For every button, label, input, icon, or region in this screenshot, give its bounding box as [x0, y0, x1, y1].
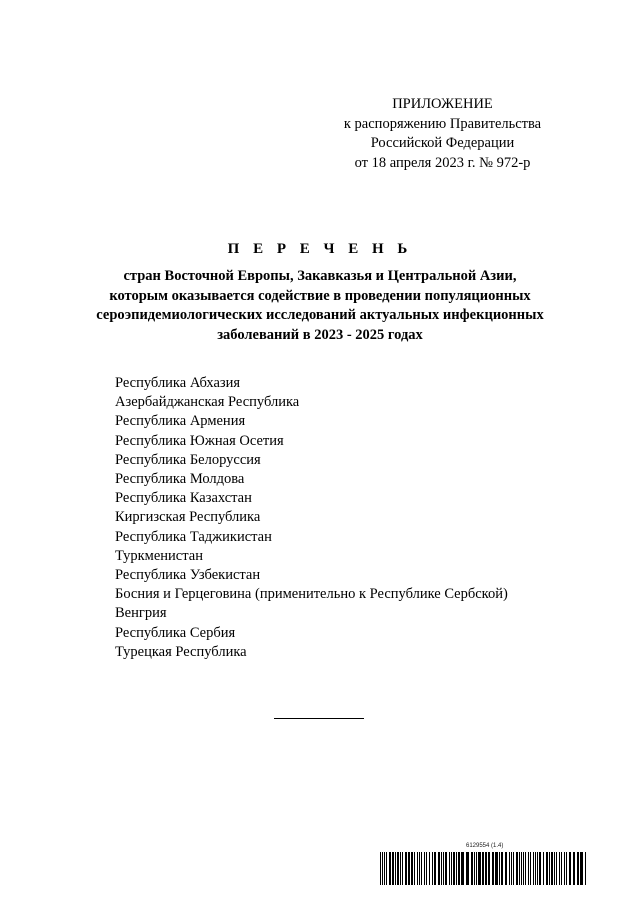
barcode-bar [511, 852, 512, 885]
barcode-bar [392, 852, 394, 885]
barcode-bar [505, 852, 507, 885]
barcode-bar [449, 852, 450, 885]
barcode-bar [549, 852, 550, 885]
list-item: Республика Молдова [115, 471, 245, 488]
barcode-bar [402, 852, 403, 885]
barcode-bar [521, 852, 522, 885]
barcode-bar [400, 852, 401, 885]
barcode-bar [499, 852, 500, 885]
barcode-bar [380, 852, 381, 885]
list-item: Республика Сербия [115, 624, 236, 641]
barcode-bar [443, 852, 444, 885]
barcode-bar [417, 852, 418, 885]
appendix-order-ref: к распоряжению Правительства [343, 115, 542, 132]
barcode-bar [566, 852, 567, 885]
barcode-bar [537, 852, 538, 885]
barcode-bar [559, 852, 560, 885]
barcode-bar [405, 852, 407, 885]
barcode-bar [434, 852, 436, 885]
barcode-bar [419, 852, 420, 885]
list-item: Турецкая Республика [115, 643, 247, 660]
subtitle-line: которым оказывается содействие в проведении популяционных [109, 287, 531, 304]
subtitle-line: сероэпидемиологических исследований актуальных инфекционных [96, 307, 544, 323]
appendix-date-number: от 18 апреля 2023 г. № 972-р [354, 154, 531, 171]
barcode-bar [458, 852, 460, 885]
barcode-bar [501, 852, 503, 885]
list-item: Республика Южная Осетия [115, 432, 284, 449]
barcode-bar [492, 852, 494, 885]
barcode-bar [474, 852, 475, 885]
barcode-bar [513, 852, 514, 885]
barcode-bar [382, 852, 383, 885]
document-title: П Е Р Е Ч Е Н Ь [227, 241, 413, 257]
barcode-bar [397, 852, 399, 885]
barcode-bar [466, 852, 469, 885]
barcode-bar [411, 852, 413, 885]
barcode-icon [380, 852, 590, 885]
end-divider [274, 718, 364, 719]
appendix-government: Российской Федерации [370, 135, 515, 151]
appendix-label: ПРИЛОЖЕНИЕ [392, 96, 493, 112]
document-code: 6129554 (1.4) [466, 843, 504, 849]
barcode-bar [451, 852, 452, 885]
barcode-bar [414, 852, 415, 885]
list-item: Республика Абхазия [115, 375, 241, 391]
list-item: Азербайджанская Республика [115, 394, 300, 411]
barcode-bar [456, 852, 457, 885]
barcode-bar [556, 852, 557, 885]
barcode-bar [580, 852, 583, 885]
barcode-bar [476, 852, 477, 885]
barcode-bar [573, 852, 575, 885]
barcode-bar [533, 852, 534, 885]
subtitle-line: заболеваний в 2023 - 2025 годах [217, 326, 423, 343]
barcode-bar [478, 852, 481, 885]
barcode-bar [519, 852, 520, 885]
barcode-bar [408, 852, 410, 885]
barcode-bar [530, 852, 531, 885]
barcode-bar [426, 852, 427, 885]
barcode-bar [516, 852, 518, 885]
barcode-bar [495, 852, 498, 885]
barcode-bar [528, 852, 529, 885]
barcode-bar [453, 852, 455, 885]
barcode-bar [471, 852, 473, 885]
barcode-bar [389, 852, 391, 885]
barcode-bar [561, 852, 562, 885]
barcode-bar [488, 852, 490, 885]
barcode-bar [577, 852, 579, 885]
barcode-bar [535, 852, 536, 885]
barcode-bar [585, 852, 586, 885]
barcode-bar [546, 852, 548, 885]
list-item: Республика Армения [115, 413, 246, 430]
barcode-bar [482, 852, 484, 885]
list-item: Киргизская Республика [115, 509, 261, 526]
document-subtitle [70, 267, 570, 345]
list-item: Республика Казахстан [115, 490, 252, 507]
subtitle-line: стран Восточной Европы, Закавказья и Центральной Азии, [123, 268, 517, 284]
barcode-bar [523, 852, 524, 885]
barcode-bar [525, 852, 526, 885]
barcode-bar [461, 852, 464, 885]
barcode-bar [509, 852, 510, 885]
barcode-bar [569, 852, 571, 885]
barcode-bar [539, 852, 541, 885]
barcode-bar [429, 852, 430, 885]
barcode-bar [395, 852, 396, 885]
list-item: Республика Таджикистан [115, 528, 272, 545]
barcode-bar [445, 852, 447, 885]
list-item: Босния и Герцеговина (применительно к Республике Сербской) [115, 586, 508, 603]
barcode-bar [441, 852, 442, 885]
list-item: Туркменистан [115, 547, 203, 564]
barcode-bar [485, 852, 487, 885]
barcode-bar [424, 852, 425, 885]
barcode-bar [554, 852, 555, 885]
country-list [115, 374, 508, 662]
barcode-bar [564, 852, 565, 885]
list-item: Венгрия [115, 605, 167, 622]
barcode-bar [432, 852, 433, 885]
barcode-bar [551, 852, 553, 885]
list-item: Республика Белоруссия [115, 451, 261, 468]
list-item: Республика Узбекистан [115, 567, 261, 584]
barcode-bar [421, 852, 422, 885]
barcode-bar [386, 852, 387, 885]
barcode-bar [543, 852, 544, 885]
appendix-header [320, 95, 565, 173]
barcode-bar [384, 852, 385, 885]
barcode-bar [438, 852, 440, 885]
